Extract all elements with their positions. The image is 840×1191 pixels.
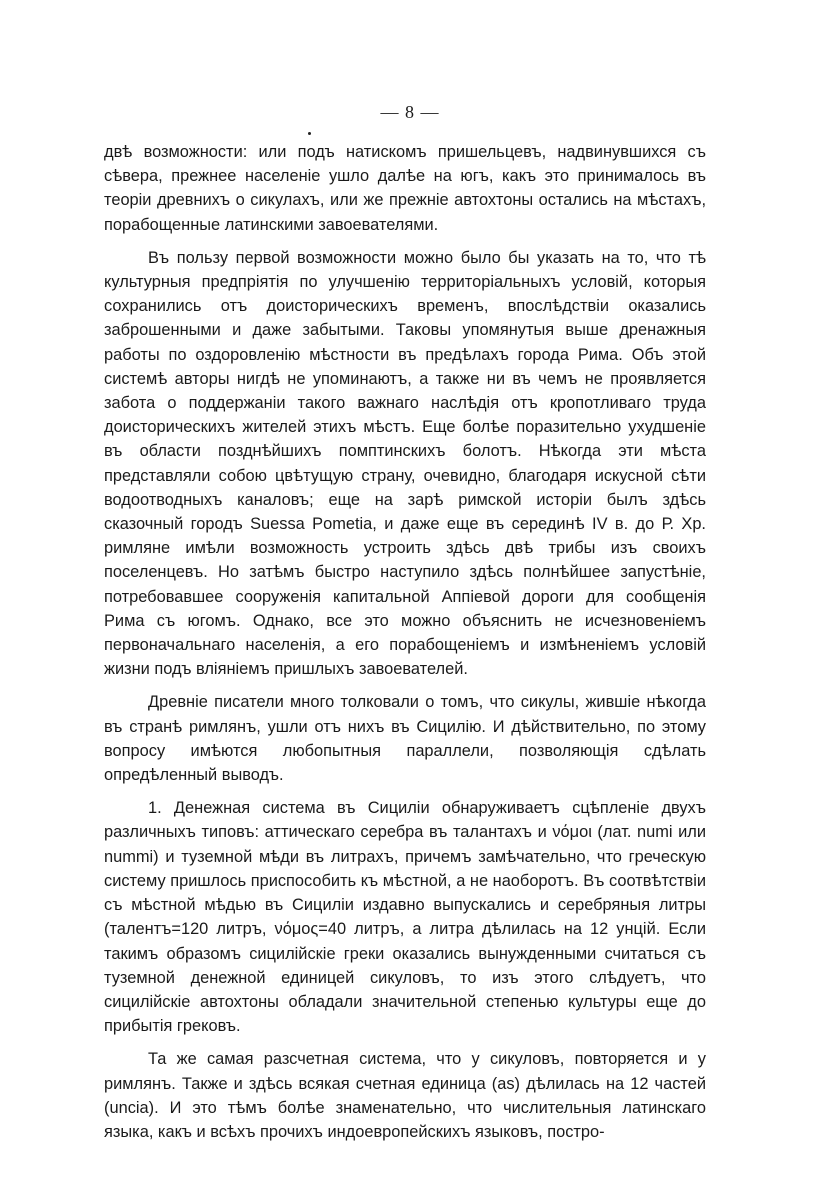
ink-speck — [308, 132, 311, 135]
paragraph: Древніе писатели много толковали о томъ, что сикулы, жившіе нѣкогда въ странѣ римлянъ, ушли отъ нихъ въ Сицилію. И дѣйствительно, по этому вопросу имѣются любопытныя параллели, позволяющія сдѣлать опредѣленный выводъ. — [104, 693, 706, 785]
paragraph: Та же самая разсчетная система, что у сикуловъ, повторяется и у римлянъ. Также и здѣсь всякая счетная единица (as) дѣлилась на 12 частей (uncia). И это тѣмъ болѣе знаменательно, что числительныя латинскаго языка, какъ и всѣхъ прочихъ индоевропейскихъ языковъ, постро- — [104, 1050, 706, 1141]
page-number: — 8 — — [380, 102, 440, 122]
paragraph: двѣ возможности: или подъ натискомъ пришельцевъ, надвинувшихся съ сѣвера, прежнее населеніе ушло далѣе на югъ, какъ это принималось въ теоріи древнихъ о сикулахъ, или же прежніе автохтоны остались на мѣстахъ, порабощенные латинскими завоевателями. — [104, 143, 706, 234]
body-text — [104, 140, 706, 1153]
paragraph: 1. Денежная система въ Сициліи обнаруживаетъ сцѣпленіе двухъ различныхъ типовъ: аттическаго серебра въ талантахъ и νόμοι (лат. numi или nummi) и туземной мѣди въ литрахъ, причемъ замѣчательно, что греческую систему пришлось приспособить къ мѣстной, а не наоборотъ. Въ соотвѣтствіи съ мѣстной мѣдью въ Сициліи издавно выпускались и серебряныя литры (талентъ=120 литръ, νόμος=40 литръ, а литра дѣлилась на 12 унцій. Если такимъ образомъ сицилійскіе греки оказались вынужденными считаться съ туземной денежной единицей сикуловъ, то изъ этого слѣдуетъ, что сицилійскіе автохтоны обладали значительной степенью культуры еще до прибытія грековъ. — [104, 799, 706, 1036]
paragraph: Въ пользу первой возможности можно было бы указать на то, что тѣ культурныя предпріятія по улучшенію территоріальныхъ условій, которыя сохранились отъ доисторическихъ временъ, впослѣдствіи оказались заброшенными и даже забытыми. Таковы упомянутыя выше дренажныя работы по оздоровленію мѣстности въ предѣлахъ города Рима. Объ этой системѣ авторы нигдѣ не упоминаютъ, а также ни въ чемъ не проявляется забота о поддержаніи такого важнаго наслѣдія отъ кропотливаго труда доисторическихъ жителей этихъ мѣстъ. Еще болѣе поразительно ухудшеніе въ области позднѣйшихъ помптинскихъ болотъ. Нѣкогда эти мѣста представляли собою цвѣтущую страну, очевидно, благодаря искусной сѣти водоотводныхъ каналовъ; еще на зарѣ римской исторіи былъ здѣсь сказочный городъ Suessa Pometia, и даже еще въ серединѣ IV в. до Р. Хр. римляне имѣли возможность устроить здѣсь двѣ трибы изъ своихъ поселенцевъ. Но затѣмъ быстро наступило здѣсь полнѣйшее запустѣніе, потребовавшее сооруженія капитальной Аппіевой дороги для сообщенія Рима съ югомъ. Однако, все это можно объяснить не исчезновеніемъ первоначальнаго населенія, а его порабощеніемъ и измѣненіемъ условій жизни подъ вліяніемъ пришлыхъ завоевателей. — [104, 248, 706, 679]
